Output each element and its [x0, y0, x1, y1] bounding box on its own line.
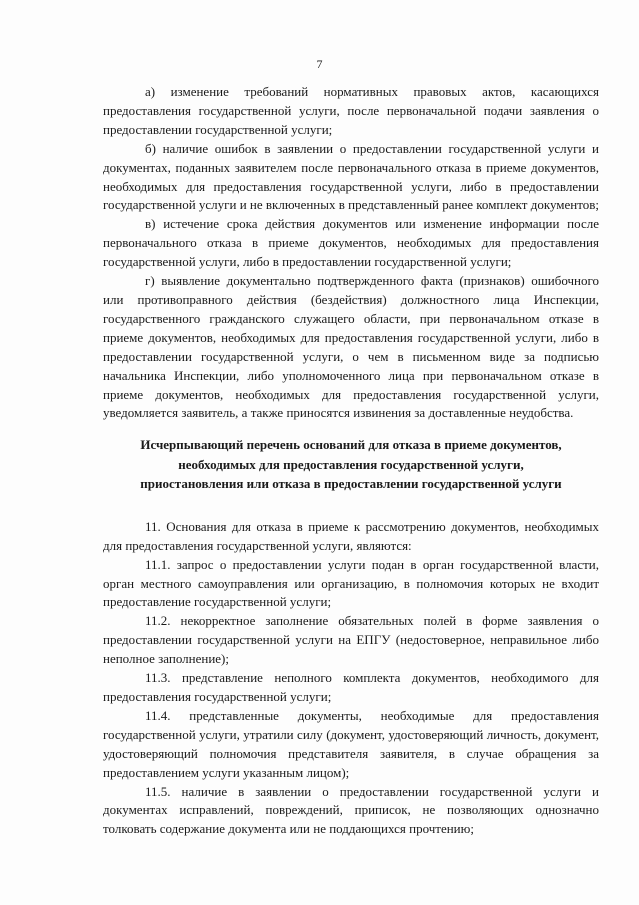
- paragraph-11-2: 11.2. некорректное заполнение обязательных полей в форме заявления о предоставлении государственной услуги на ЕПГУ (недостоверное, неправильное либо неполное заполнение);: [103, 613, 599, 667]
- section-title: Исчерпывающий перечень оснований для отказа в приеме документов, необходимых для предоставления государственной услуги, приостановления или отказа в предоставлении государственной услуги: [140, 437, 562, 492]
- document-body: [103, 83, 599, 839]
- paragraph-item-g: г) выявление документально подтвержденного факта (признаков) ошибочного или противоправного действия (бездействия) должностного лица Инспекции, государственного гражданского служащего области, при первоначальном отказе в приеме документов, необходимых для предоставления государственной услуги, либо в предоставлении государственной услуги, о чем в письменном виде за подписью начальника Инспекции, либо уполномоченного лица при первоначальном отказе в приеме документов, необходимых для предоставления государственной услуги, уведомляется заявитель, а также приносятся извинения за доставленные неудобства.: [103, 273, 599, 421]
- paragraph-11: 11. Основания для отказа в приеме к рассмотрению документов, необходимых для предоставления государственной услуги, являются:: [103, 518, 599, 553]
- paragraph-11-5: 11.5. наличие в заявлении о предоставлении государственной услуги и документах исправлений, повреждений, приписок, не позволяющих однозначно толковать содержание документа или не поддающихся прочтению;: [103, 783, 599, 837]
- paragraph-item-b: б) наличие ошибок в заявлении о предоставлении государственной услуги и документах, поданных заявителем после первоначального отказа в приеме документов, необходимых для предоставления государственной услуги, либо в предоставлении государственной услуги и не включенных в представленный ранее комплект документов;: [103, 140, 599, 213]
- paragraph-item-v: в) истечение срока действия документов или изменение информации после первоначального отказа в приеме документов, необходимых для предоставления государственной услуги, либо в предоставлении государственной услуги;: [103, 216, 599, 270]
- paragraph-11-3: 11.3. представление неполного комплекта документов, необходимого для предоставления государственной услуги;: [103, 670, 599, 704]
- paragraph-11-4: 11.4. представленные документы, необходимые для предоставления государственной услуги, утратили силу (документ, удостоверяющий личность, документ, удостоверяющий полномочия представителя заявителя, в случае обращения за предоставлением услуги указанным лицом);: [103, 707, 599, 780]
- paragraph-item-a: а) изменение требований нормативных правовых актов, касающихся предоставления государственной услуги, после первоначальной подачи заявления о предоставлении государственной услуги;: [103, 84, 599, 137]
- page-number: 7: [316, 57, 323, 71]
- paragraph-11-1: 11.1. запрос о предоставлении услуги подан в орган государственной власти, орган местного самоуправления или организацию, в полномочия которых не входит предоставление государственной услуги;: [103, 556, 599, 610]
